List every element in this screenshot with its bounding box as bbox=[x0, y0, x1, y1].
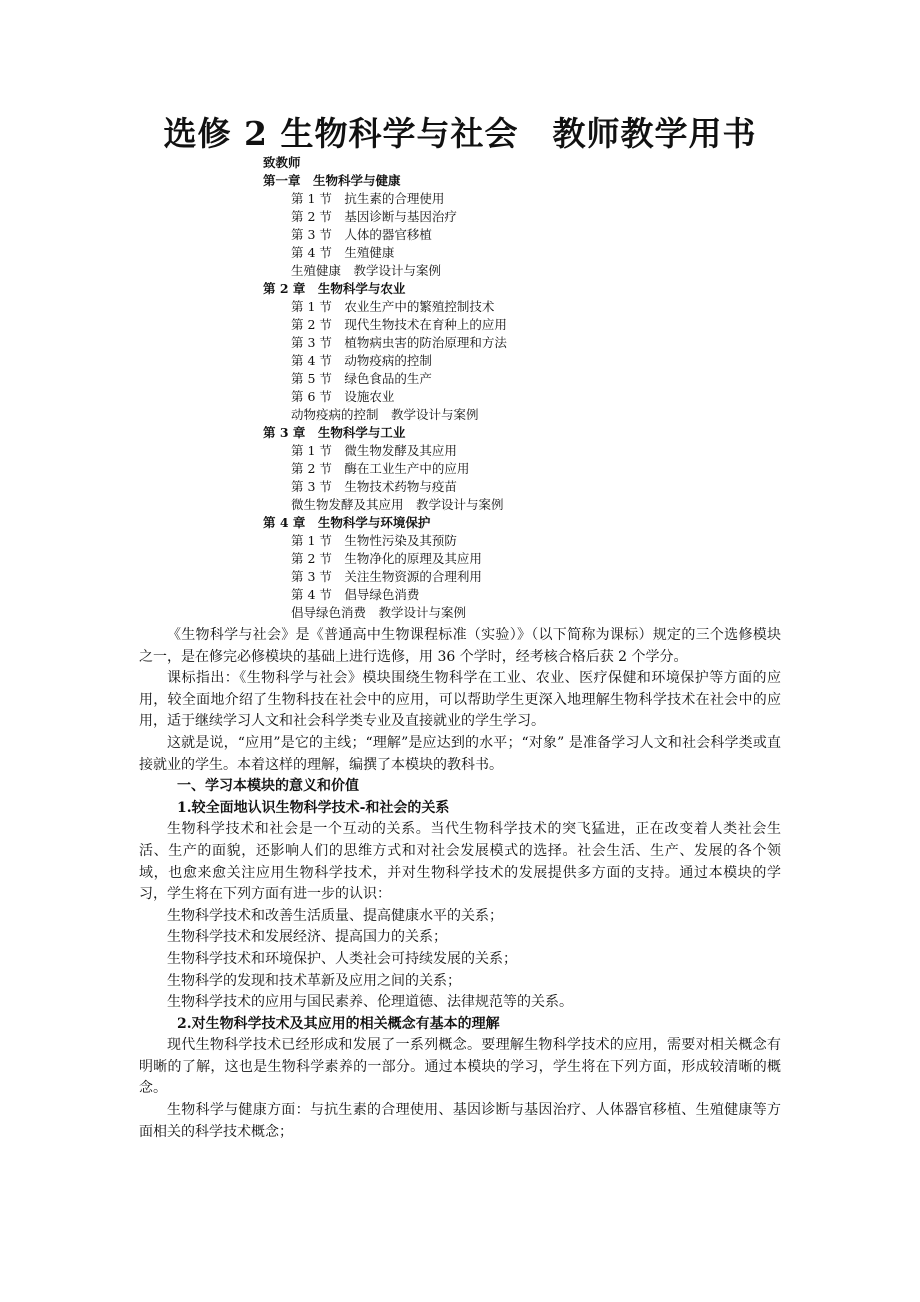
toc-item: 第 2 节 酶在工业生产中的应用 bbox=[291, 461, 470, 476]
toc-chapter-3: 第 3 章 生物科学与工业 bbox=[263, 425, 406, 440]
list-item: 生物科学技术和环境保护、人类社会可持续发展的关系； bbox=[167, 950, 517, 967]
toc-item: 第 3 节 植物病虫害的防治原理和方法 bbox=[291, 335, 507, 350]
toc-item: 第 1 节 微生物发酵及其应用 bbox=[291, 443, 457, 458]
table-of-contents bbox=[263, 154, 723, 622]
list-item: 生物科学技术的应用与国民素养、伦理道德、法律规范等的关系。 bbox=[167, 994, 573, 1011]
toc-item: 第 1 节 抗生素的合理使用 bbox=[291, 191, 445, 206]
toc-item: 第 1 节 生物性污染及其预防 bbox=[291, 533, 457, 548]
toc-item: 动物疫病的控制 教学设计与案例 bbox=[291, 407, 479, 422]
toc-chapter-1: 第一章 生物科学与健康 bbox=[263, 173, 401, 188]
paragraph: 《生物科学与社会》是《普通高中生物课程标准（实验）》（以下简称为课标）规定的三个选修模块之一，是在修完必修模块的基础上进行选修，用 36 个学时，经考核合格后获 2 个学分。 bbox=[139, 627, 781, 665]
toc-item: 第 3 节 生物技术药物与疫苗 bbox=[291, 479, 457, 494]
toc-item: 第 5 节 绿色食品的生产 bbox=[291, 371, 432, 386]
paragraph: 现代生物科学技术已经形成和发展了一系列概念。要理解生物科学技术的应用，需要对相关概念有明晰的了解，这也是生物科学素养的一部分。通过本模块的学习，学生将在下列方面，形成较清晰的概念。 bbox=[139, 1037, 781, 1097]
toc-chapter-2: 第 2 章 生物科学与农业 bbox=[263, 281, 406, 296]
toc-item: 第 2 节 基因诊断与基因治疗 bbox=[291, 209, 457, 224]
subsection-heading: 1.较全面地认识生物科学技术-和社会的关系 bbox=[177, 799, 450, 816]
section-heading: 一、学习本模块的意义和价值 bbox=[177, 778, 359, 795]
subsection-heading: 2.对生物科学技术及其应用的相关概念有基本的理解 bbox=[177, 1015, 500, 1032]
toc-item: 第 2 节 现代生物技术在育种上的应用 bbox=[291, 317, 507, 332]
paragraph: 生物科学与健康方面：与抗生素的合理使用、基因诊断与基因治疗、人体器官移植、生殖健康等方面相关的科学技术概念； bbox=[139, 1102, 781, 1140]
toc-item: 第 6 节 设施农业 bbox=[291, 389, 395, 404]
toc-item: 第 1 节 农业生产中的繁殖控制技术 bbox=[291, 299, 495, 314]
toc-item: 倡导绿色消费 教学设计与案例 bbox=[291, 605, 467, 620]
body-text bbox=[139, 625, 781, 1143]
document-title: 选修 2 生物科学与社会 教师教学用书 bbox=[163, 114, 757, 153]
list-item: 生物科学的发现和技术革新及应用之间的关系； bbox=[167, 972, 461, 989]
toc-item: 微生物发酵及其应用 教学设计与案例 bbox=[291, 497, 504, 512]
toc-chapter-4: 第 4 章 生物科学与环境保护 bbox=[263, 515, 431, 530]
list-item: 生物科学技术和改善生活质量、提高健康水平的关系； bbox=[167, 907, 503, 924]
toc-item: 生殖健康 教学设计与案例 bbox=[291, 263, 442, 278]
toc-item: 第 4 节 动物疫病的控制 bbox=[291, 353, 432, 368]
toc-item: 第 2 节 生物净化的原理及其应用 bbox=[291, 551, 482, 566]
list-item: 生物科学技术和发展经济、提高国力的关系； bbox=[167, 929, 447, 946]
toc-item: 第 3 节 关注生物资源的合理利用 bbox=[291, 569, 482, 584]
toc-item: 第 4 节 倡导绿色消费 bbox=[291, 587, 420, 602]
toc-intro: 致教师 bbox=[263, 155, 301, 170]
paragraph: 生物科学技术和社会是一个互动的关系。当代生物科学技术的突飞猛进，正在改变着人类社会生活、生产的面貌，还影响人们的思维方式和对社会发展模式的选择。社会生活、生产、发展的各个领域，也愈来愈关注应用生物科学技术，并对生物科学技术的发展提供多方面的支持。通过本模块的学习，学生将在下列方面有进一步的认识： bbox=[139, 821, 781, 903]
paragraph: 课标指出：《生物科学与社会》模块围绕生物科学在工业、农业、医疗保健和环境保护等方面的应用，较全面地介绍了生物科技在社会中的应用，可以帮助学生更深入地理解生物科学技术在社会中的应用，适于继续学习人文和社会科学类专业及直接就业的学生学习。 bbox=[139, 670, 781, 730]
paragraph: 这就是说，“应用”是它的主线；“理解”是应达到的水平；“对象” 是准备学习人文和社会科学类或直接就业的学生。本着这样的理解，编撰了本模块的教科书。 bbox=[139, 734, 781, 773]
toc-item: 第 3 节 人体的器官移植 bbox=[291, 227, 432, 242]
toc-item: 第 4 节 生殖健康 bbox=[291, 245, 395, 260]
